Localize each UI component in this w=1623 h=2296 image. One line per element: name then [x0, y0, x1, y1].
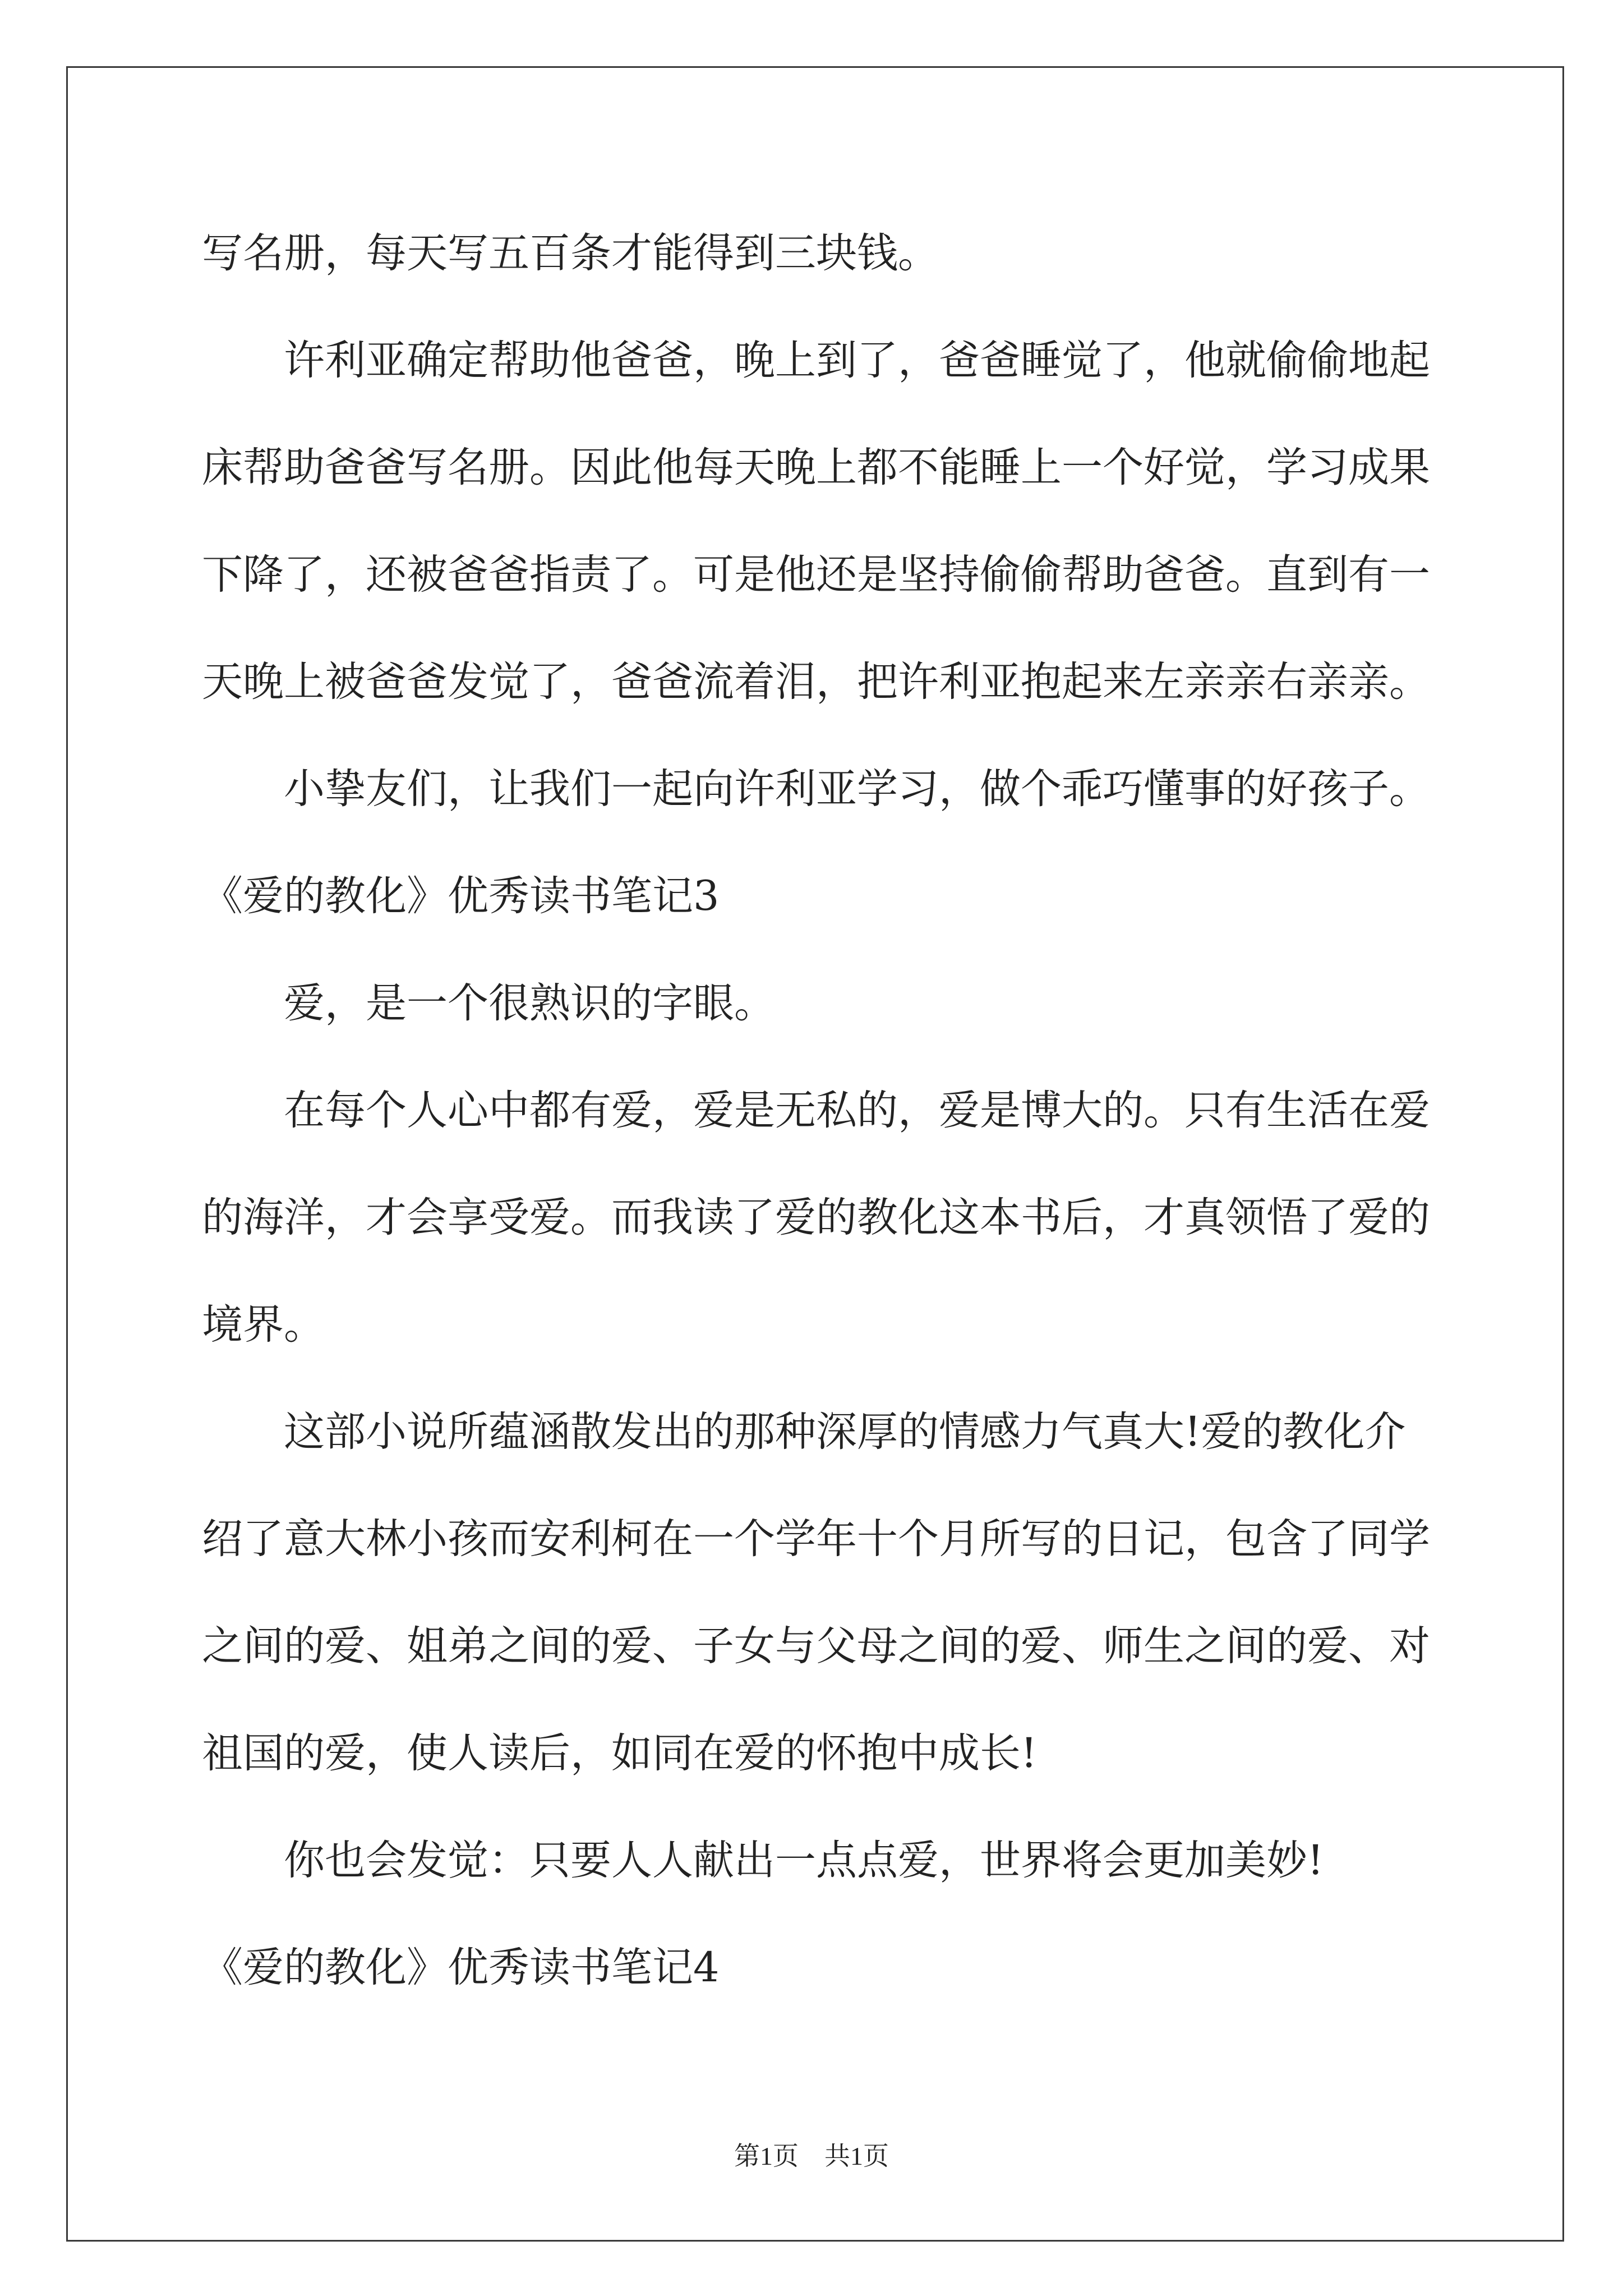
paragraph [202, 1057, 1492, 1378]
text-line: 天晚上被爸爸发觉了，爸爸流着泪，把许利亚抱起来左亲亲右亲亲。 [202, 658, 1430, 706]
footer-current-page: 第1页 [734, 2142, 799, 2170]
text-line: 写名册，每天写五百条才能得到三块钱。 [202, 229, 939, 277]
text-line: 祖国的爱，使人读后，如同在爱的怀抱中成长! [202, 1729, 1038, 1777]
paragraph [202, 1807, 1492, 1914]
text-line: 爱，是一个很熟识的字眼。 [284, 979, 775, 1027]
paragraph [202, 950, 1492, 1057]
paragraph [202, 735, 1492, 843]
text-line: 之间的爱、姐弟之间的爱、子女与父母之间的爱、师生之间的爱、对 [202, 1622, 1430, 1670]
footer-total-pages: 共1页 [824, 2142, 889, 2170]
paragraph [202, 1378, 1492, 1807]
text-line: 在每个人心中都有爱，爱是无私的，爱是博大的。只有生活在爱 [284, 1087, 1430, 1134]
text-line: 这部小说所蕴涵散发出的那种深厚的情感力气真大!爱的教化介 [284, 1408, 1406, 1456]
text-line: 小挚友们，让我们一起向许利亚学习，做个乖巧懂事的好孩子。 [284, 765, 1430, 813]
continued-paragraph [202, 200, 1492, 307]
text-line: 你也会发觉：只要人人献出一点点爱，世界将会更加美妙! [284, 1837, 1324, 1884]
text-line: 床帮助爸爸写名册。因此他每天晚上都不能睡上一个好觉，学习成果 [202, 444, 1430, 491]
section-heading [202, 1914, 1492, 2021]
text-line: 的海洋，才会享受爱。而我读了爱的教化这本书后，才真领悟了爱的 [202, 1194, 1430, 1241]
paragraph [202, 307, 1492, 735]
text-line: 许利亚确定帮助他爸爸，晚上到了，爸爸睡觉了，他就偷偷地起 [284, 337, 1430, 384]
text-line: 绍了意大林小孩而安利柯在一个学年十个月所写的日记，包含了同学 [202, 1515, 1430, 1563]
page-footer [0, 2139, 1623, 2173]
heading-text: 《爱的教化》优秀读书笔记3 [202, 872, 720, 920]
heading-text: 《爱的教化》优秀读书笔记4 [202, 1944, 720, 1991]
section-heading [202, 843, 1492, 950]
document-body [202, 200, 1492, 2021]
text-line: 境界。 [202, 1301, 325, 1349]
text-line: 下降了，还被爸爸指责了。可是他还是坚持偷偷帮助爸爸。直到有一 [202, 551, 1430, 599]
